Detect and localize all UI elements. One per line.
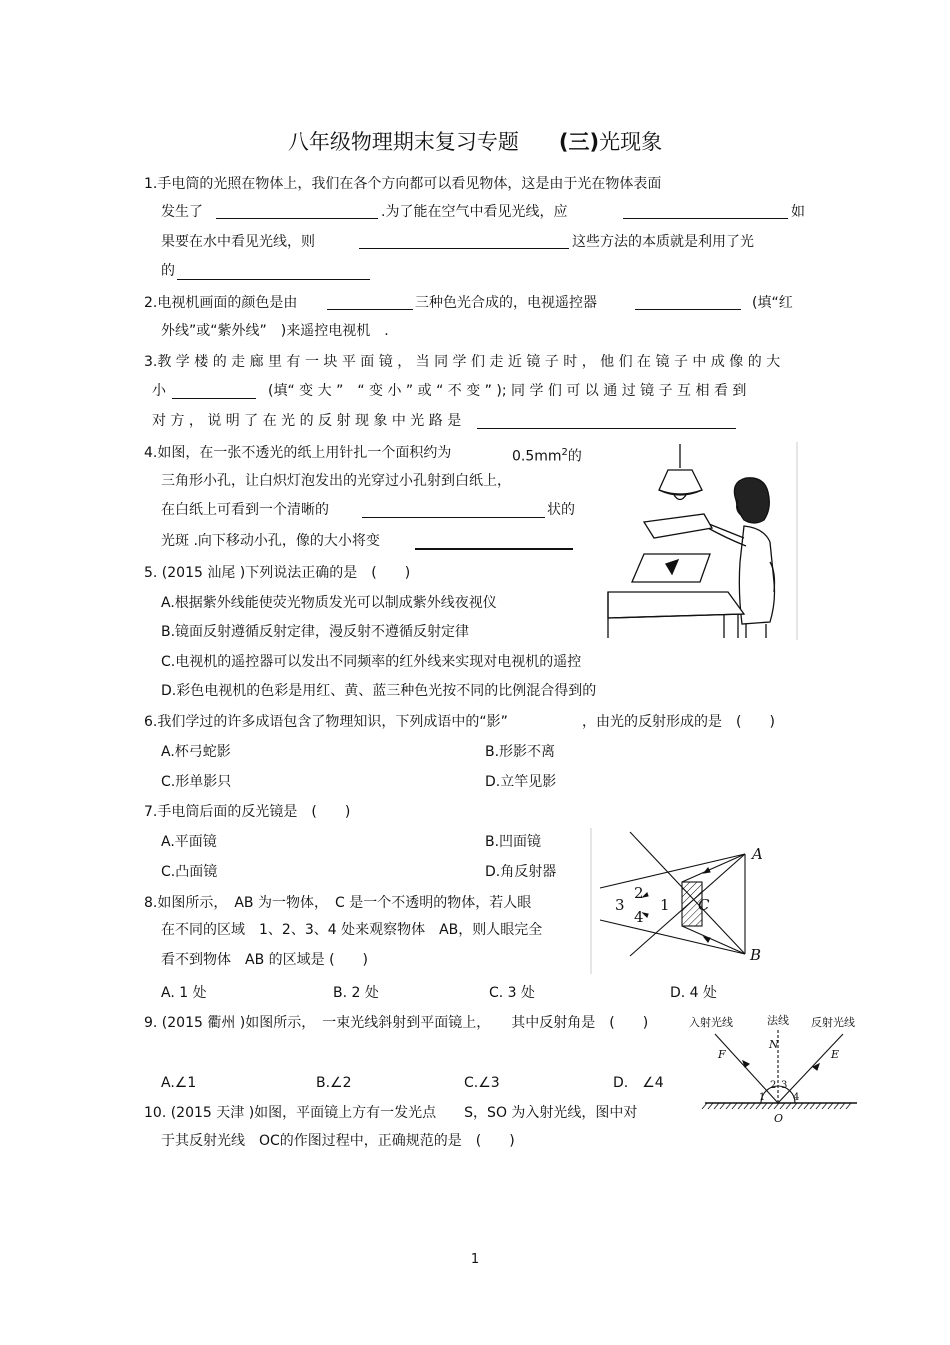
q6-option-b[interactable]: B.形影不离 xyxy=(485,744,556,760)
fig9-normal-label: 法线 xyxy=(767,1014,789,1027)
mirror-hatch-line xyxy=(720,1103,725,1109)
fig9-angle-2: 2 xyxy=(770,1080,777,1091)
mirror-hatch-line xyxy=(822,1103,827,1109)
q3-line1: 3.教 学 楼 的 走 廊 里 有 一 块 平 面 镜 ， 当 同 学 们 走 近 镜 子 时 ， 他 们 在 镜 子 中 成 像 的 大 xyxy=(144,354,781,370)
q4-figure xyxy=(604,442,799,640)
page-title xyxy=(0,128,950,156)
q5-option-b[interactable]: B.镜面反射遵循反射定律，漫反射不遵循反射定律 xyxy=(161,624,470,640)
fig9-reflected-label: 反射光线 xyxy=(811,1016,855,1029)
q7-option-d[interactable]: D.角反射器 xyxy=(485,864,557,880)
q2-blank1[interactable] xyxy=(327,309,413,310)
fig9-angle-1: 1 xyxy=(759,1092,766,1103)
fig9-mirror-hatching xyxy=(702,1103,851,1109)
mirror-hatch-line xyxy=(834,1103,839,1109)
q1-line2a: 发生了 xyxy=(161,204,203,220)
q1-line2c: 如 xyxy=(791,204,805,220)
fig8-label-c: C xyxy=(698,896,710,914)
q5-option-a[interactable]: A.根据紫外线能使荧光物质发光可以制成紫外线夜视仪 xyxy=(161,595,497,611)
mirror-hatch-line xyxy=(786,1103,791,1109)
mirror-hatch-line xyxy=(804,1103,809,1109)
mirror-hatch-line xyxy=(780,1103,785,1109)
q8-line1: 8.如图所示， AB 为一物体， C 是一个不透明的物体，若人眼 xyxy=(144,895,532,911)
q3-blank1[interactable] xyxy=(172,398,256,399)
q1-line3a: 果要在水中看见光线，则 xyxy=(161,234,315,250)
q4-line3a: 在白纸上可看到一个清晰的 xyxy=(161,502,329,518)
q4-line3b: 状的 xyxy=(547,502,575,518)
mirror-hatch-line xyxy=(708,1103,713,1109)
q7-option-a[interactable]: A.平面镜 xyxy=(161,834,217,850)
title-topic: 光现象 xyxy=(599,130,663,154)
q8-line2: 在不同的区域 1、2、3、4 处来观察物体 AB，则人眼完全 xyxy=(161,922,543,938)
q4-area-value xyxy=(512,444,582,466)
fig8-region-2: 2 xyxy=(634,884,644,902)
q8-option-d[interactable]: D. 4 处 xyxy=(670,985,718,1001)
fig9-label-f: F xyxy=(718,1048,726,1061)
q4-line4a: 光斑 .向下移动小孔，像的大小将变 xyxy=(161,533,380,549)
q3-line3a: 对 方 ， 说 明 了 在 光 的 反 射 现 象 中 光 路 是 xyxy=(152,413,462,429)
fig9-angle-3: 3 xyxy=(781,1080,788,1091)
q3-blank2[interactable] xyxy=(477,428,736,429)
fig8-label-a: A xyxy=(752,845,763,863)
q8-line3: 看不到物体 AB 的区域是 ( ) xyxy=(161,952,369,968)
mirror-hatch-line xyxy=(750,1103,755,1109)
q1-blank4[interactable] xyxy=(177,279,370,280)
fig9-angle-4: 4 xyxy=(793,1092,800,1103)
fig8-label-b: B xyxy=(750,946,762,964)
q7-option-c[interactable]: C.凸面镜 xyxy=(161,864,218,880)
q7-stem: 7.手电筒后面的反光镜是 ( ) xyxy=(144,804,351,820)
q10-line2: 于其反射光线 OC的作图过程中，正确规范的是 ( ) xyxy=(161,1133,515,1149)
fig8-region-4: 4 xyxy=(634,908,644,926)
fig8-region-1: 1 xyxy=(660,896,670,914)
mirror-hatch-line xyxy=(744,1103,749,1109)
mirror-hatch-line xyxy=(768,1103,773,1109)
q7-option-b[interactable]: B.凹面镜 xyxy=(485,834,542,850)
mirror-hatch-line xyxy=(846,1103,851,1109)
q9-option-d[interactable]: D. ∠4 xyxy=(613,1075,664,1091)
q8-option-a[interactable]: A. 1 处 xyxy=(161,985,207,1001)
mirror-hatch-line xyxy=(714,1103,719,1109)
mirror-hatch-line xyxy=(816,1103,821,1109)
fig8-region-3: 3 xyxy=(615,896,625,914)
q4-line1c: 的 xyxy=(567,448,582,465)
title-part: (三) xyxy=(558,130,600,154)
fig9-label-n: N xyxy=(769,1038,779,1051)
q6-stem-b: ，由光的反射形成的是 ( ) xyxy=(582,714,775,730)
fig9-label-e: E xyxy=(831,1048,840,1061)
q6-option-c[interactable]: C.形单影只 xyxy=(161,774,232,790)
fig9-incident-label: 入射光线 xyxy=(689,1016,733,1029)
q6-option-a[interactable]: A.杯弓蛇影 xyxy=(161,744,231,760)
q4-area-number: 0.5mm xyxy=(512,448,562,465)
q1-blank3[interactable] xyxy=(359,248,569,249)
q9-option-a[interactable]: A.∠1 xyxy=(161,1075,197,1091)
mirror-hatch-line xyxy=(840,1103,845,1109)
mirror-hatch-line xyxy=(774,1103,779,1109)
q2-blank2[interactable] xyxy=(635,309,741,310)
mirror-hatch-line xyxy=(732,1103,737,1109)
q9-option-c[interactable]: C.∠3 xyxy=(464,1075,500,1091)
q1-blank1[interactable] xyxy=(216,218,378,219)
q1-line1: 1.手电筒的光照在物体上，我们在各个方向都可以看见物体，这是由于光在物体表面 xyxy=(144,176,662,192)
q5-option-d[interactable]: D.彩色电视机的色彩是用红、黄、蓝三种色光按不同的比例混合得到的 xyxy=(161,683,597,699)
mirror-hatch-line xyxy=(798,1103,803,1109)
mirror-hatch-line xyxy=(810,1103,815,1109)
q4-line1a: 4.如图，在一张不透光的纸上用针扎一个面积约为 xyxy=(144,445,452,461)
q1-blank2[interactable] xyxy=(623,218,788,219)
q2-line2: 外线”或“紫外线” )来遥控电视机 . xyxy=(161,323,389,339)
mirror-hatch-line xyxy=(756,1103,761,1109)
mirror-hatch-line xyxy=(702,1103,707,1109)
q8-figure xyxy=(590,826,780,976)
q9-stem: 9. (2015 衢州 )如图所示， 一束光线斜射到平面镜上， 其中反射角是 ( ) xyxy=(144,1015,649,1031)
mirror-hatch-line xyxy=(726,1103,731,1109)
q4-line2: 三角形小孔，让白炽灯泡发出的光穿过小孔射到白纸上， xyxy=(161,473,511,489)
fig9-label-o: O xyxy=(774,1112,784,1125)
q2-line1c: (填“红 xyxy=(752,295,793,311)
q9-option-b[interactable]: B.∠2 xyxy=(316,1075,352,1091)
mirror-hatch-line xyxy=(792,1103,797,1109)
q1-line4a: 的 xyxy=(161,263,175,279)
q2-line1b: 三种色光合成的，电视遥控器 xyxy=(415,295,597,311)
title-main: 八年级物理期末复习专题 xyxy=(287,130,519,154)
q5-option-c[interactable]: C.电视机的遥控器可以发出不同频率的红外线来实现对电视机的遥控 xyxy=(161,654,582,670)
mirror-hatch-line xyxy=(828,1103,833,1109)
q9-figure xyxy=(685,1010,865,1125)
q4-blank1[interactable] xyxy=(362,517,545,518)
q1-line3b: 这些方法的本质就是利用了光 xyxy=(572,234,754,250)
q8-option-c[interactable]: C. 3 处 xyxy=(489,985,536,1001)
q3-line2a: 小 xyxy=(152,383,166,399)
q8-option-b[interactable]: B. 2 处 xyxy=(333,985,379,1001)
q5-stem: 5. (2015 汕尾 )下列说法正确的是 ( ) xyxy=(144,565,411,581)
q1-line2b: .为了能在空气中看见光线，应 xyxy=(381,204,568,220)
q4-area-superscript: 2 xyxy=(561,447,568,458)
q6-option-d[interactable]: D.立竿见影 xyxy=(485,774,557,790)
mirror-hatch-line xyxy=(762,1103,767,1109)
q10-line1: 10. (2015 天津 )如图，平面镜上方有一发光点 S，SO 为入射光线，图中对 xyxy=(144,1105,638,1121)
mirror-hatch-line xyxy=(738,1103,743,1109)
q2-line1a: 2.电视机画面的颜色是由 xyxy=(144,295,298,311)
q3-line2b: (填“ 变 大 ” “ 变 小 ” 或 “ 不 变 ” ); 同 学 们 可 以 通 过 镜 子 互 相 看 到 xyxy=(268,383,747,399)
q4-blank2[interactable] xyxy=(415,548,573,550)
q6-stem-a: 6.我们学过的许多成语包含了物理知识，下列成语中的“影” xyxy=(144,714,508,730)
page-number: 1 xyxy=(470,1252,480,1267)
